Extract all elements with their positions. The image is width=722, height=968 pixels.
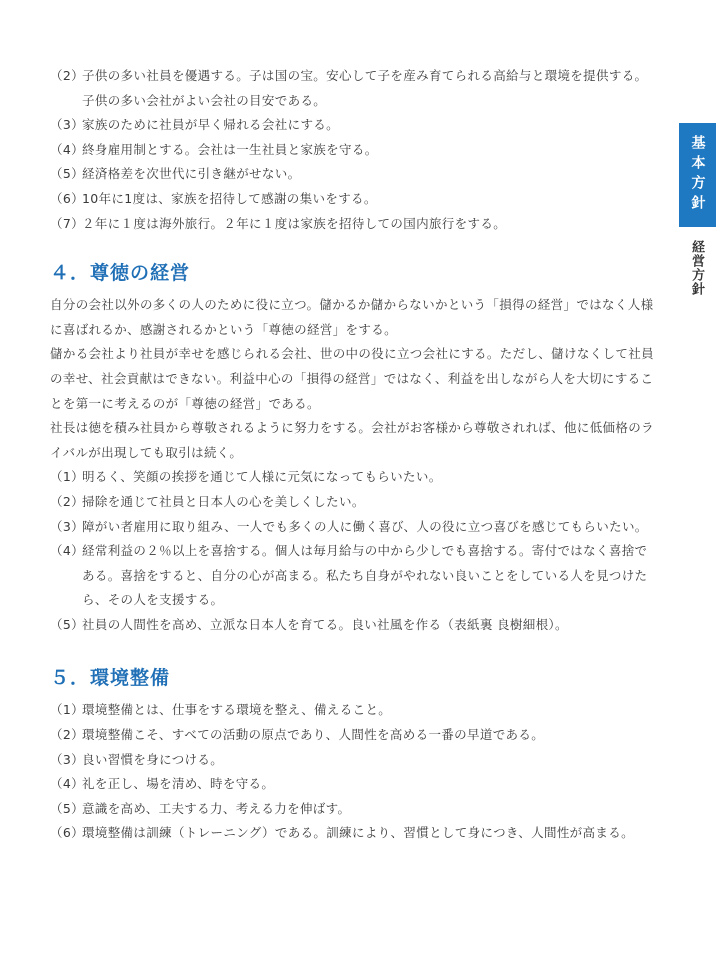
list-item [50,113,660,138]
section-5-body [50,698,660,846]
item-text: 環境整備こそ、すべての活動の原点であり、人間性を高める一番の早道である。 [82,727,545,743]
list-item [50,162,660,187]
item-text: 意識を高め、工夫する力、考える力を伸ばす。 [82,800,351,816]
list-item [50,797,660,822]
page-content [50,64,660,846]
chapter-tab: 基本方針 [679,123,716,227]
list-item [50,490,660,515]
item-number: （4） [50,543,85,559]
list-item [50,821,660,846]
item-number: （3） [50,518,85,534]
list-item [50,613,660,638]
item-number: （2） [50,68,85,83]
section-4-heading: ４．尊徳の経営 [50,262,191,285]
item-text: 終身雇用制とする。会社は一生社員と家族を守る。 [82,141,378,157]
item-text: 経済格差を次世代に引き継がせない。 [82,166,301,182]
item-number: （7） [50,215,85,231]
item-number: （3） [50,751,85,767]
item-number: （2） [50,493,85,509]
item-text: 10年に1度は、家族を招待して感謝の集いをする。 [82,190,377,206]
list-item [50,772,660,797]
item-text: 子供の多い社員を優遇する。子は国の宝。安心して子を産み育てられる高給与と環境を提供する。子供の多い会社がよい会社の目安である。 [82,68,648,108]
intro-list [50,64,660,236]
item-number: （6） [50,825,85,841]
chapter-subtitle: 経営方針 [689,240,704,296]
list-item [50,64,660,113]
paragraph: 社長は徳を積み社員から尊敬されるように努力をする。会社がお客様から尊敬されれば、他に低価格のライバルが出現しても取引は続く。 [50,420,654,460]
list-item [50,515,660,540]
paragraph: 儲かる会社より社員が幸せを感じられる会社、世の中の役に立つ会社にする。ただし、儲けなくして社員の幸せ、社会貢献はできない。利益中心の「損得の経営」ではなく、利益を出しながら人を大切にすることを第一に考えるのが「尊徳の経営」である。 [50,346,654,411]
item-text: ２年に１度は海外旅行。２年に１度は家族を招待しての国内旅行をする。 [82,215,507,231]
item-number: （1） [50,702,85,718]
section-5-heading: ５．環境整備 [50,667,171,690]
item-text: 家族のために社員が早く帰れる会社にする。 [82,117,340,133]
item-number: （5） [50,166,85,182]
item-text: 経常利益の２％以上を喜捨する。個人は毎月給与の中から少しでも喜捨する。寄付ではなく喜捨である。喜捨をすると、自分の心が高まる。私たち自身がやれない良いことをしている人を見つけたら、その人を支援する。 [82,543,648,608]
item-text: 環境整備とは、仕事をする環境を整え、備えること。 [82,702,392,718]
list-item [50,465,660,490]
item-text: 良い習慣を身につける。 [82,751,224,767]
item-number: （6） [50,190,85,206]
list-item [50,187,660,212]
item-text: 障がい者雇用に取り組み、一人でも多くの人に働く喜び、人の役に立つ喜びを感じてもらいたい。 [82,518,648,534]
item-text: 礼を正し、場を清め、時を守る。 [82,776,275,792]
paragraph: 自分の会社以外の多くの人のために役に立つ。儲かるか儲からないかという「損得の経営」ではなく人様に喜ばれるか、感謝されるかという「尊徳の経営」をする。 [50,297,654,337]
list-item [50,212,660,237]
item-number: （1） [50,469,85,485]
list-item [50,539,660,613]
item-text: 社員の人間性を高め、立派な日本人を育てる。良い社風を作る（表紙裏 良樹細根）。 [82,616,568,632]
item-text: 明るく、笑顔の挨拶を通じて人様に元気になってもらいたい。 [82,469,442,485]
item-number: （4） [50,776,85,792]
list-item [50,723,660,748]
list-item [50,748,660,773]
list-item [50,698,660,723]
item-number: （3） [50,117,85,133]
item-text: 環境整備は訓練（トレーニング）である。訓練により、習慣として身につき、人間性が高まる。 [82,825,634,841]
item-text: 掃除を通じて社員と日本人の心を美しくしたい。 [82,493,365,509]
item-number: （4） [50,141,85,157]
item-number: （5） [50,616,85,632]
item-number: （2） [50,727,85,743]
item-number: （5） [50,800,85,816]
section-4-body [50,293,660,637]
list-item [50,138,660,163]
